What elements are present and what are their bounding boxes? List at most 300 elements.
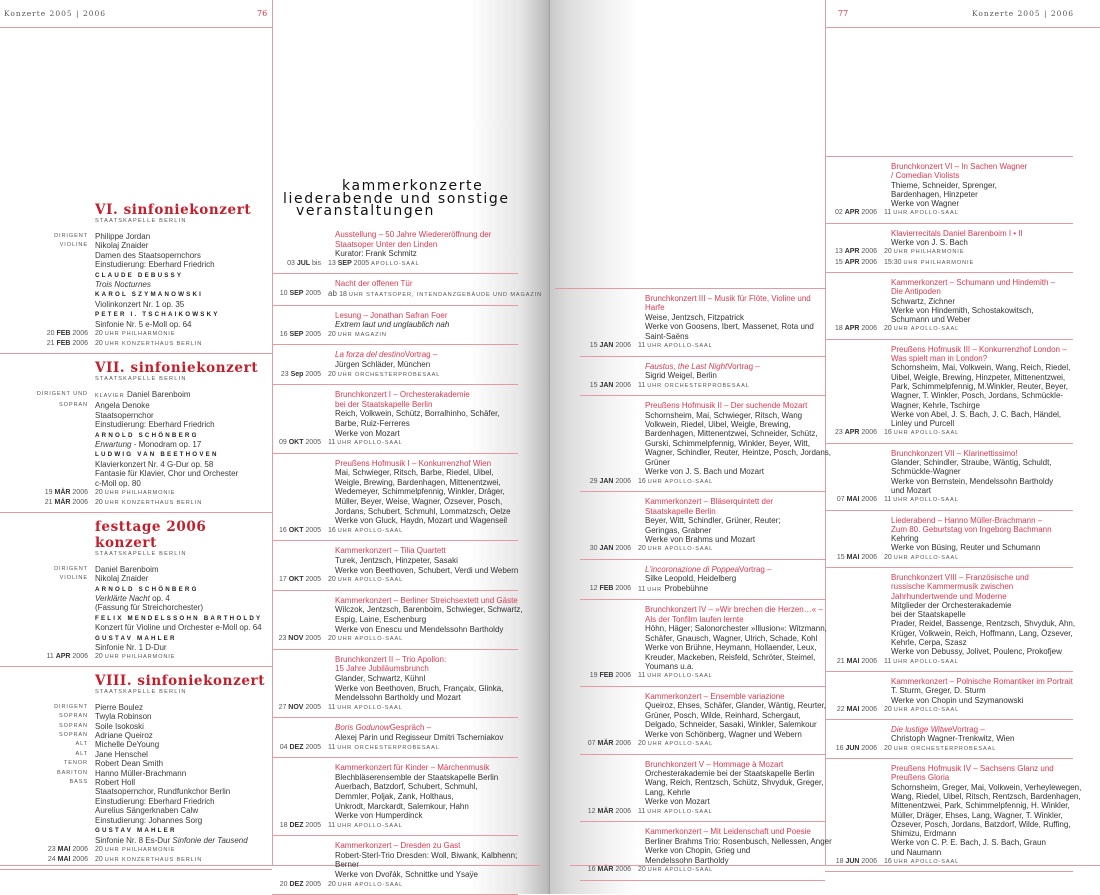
event-title xyxy=(825,764,1073,773)
time-venue xyxy=(638,584,825,595)
text: Brunchkonzert V – Hommage à Mozart xyxy=(645,759,784,769)
title-text xyxy=(335,390,518,400)
event-line xyxy=(825,619,1076,629)
date-month: APR xyxy=(844,429,860,437)
program-row xyxy=(27,574,272,583)
title-text xyxy=(645,615,825,624)
text: Werke von Humperdinck xyxy=(335,811,423,821)
time: 11 xyxy=(638,672,648,680)
event-entry xyxy=(272,454,518,542)
line-text xyxy=(335,478,518,488)
date-day: 21 xyxy=(44,499,55,507)
text: Werke von Mozart xyxy=(335,428,400,438)
text: Wagner, T. Winkler, Posch, Jordans, Schmückle- xyxy=(891,391,1064,401)
time: 16 xyxy=(884,858,894,865)
date xyxy=(825,705,884,715)
spacer xyxy=(580,362,645,371)
time-unit: UHR xyxy=(104,489,123,496)
venue: ORCHESTERPROBESAAL xyxy=(664,382,750,389)
text: Harfe xyxy=(645,303,665,313)
time: 20 xyxy=(95,330,105,338)
event-title xyxy=(272,400,518,410)
time: 13 xyxy=(328,259,338,267)
program-row xyxy=(27,643,272,652)
venue: APOLLO-SAAL xyxy=(664,808,713,815)
text: Wagner, Schindler, Reuter, Heintze, Posch, Jordans, xyxy=(645,448,832,458)
date xyxy=(825,857,884,867)
text: Kehring xyxy=(891,534,919,544)
role-label xyxy=(27,836,95,845)
date-year: 2005 xyxy=(303,370,321,378)
event-line xyxy=(825,811,1073,820)
date xyxy=(825,553,884,563)
date-year: 2006 xyxy=(70,340,88,348)
date-month: MAI xyxy=(57,845,71,853)
text: Werke von Chopin und Szymanowski xyxy=(891,695,1024,705)
event-entry xyxy=(272,718,518,758)
italic-text: Faustus, the Last Night xyxy=(645,361,728,371)
text: Unkrodt, Marckardt, Salemkour, Hahn xyxy=(335,801,469,811)
time-venue xyxy=(884,744,1073,754)
text: Sinfonie Nr. 1 D-Dur xyxy=(95,643,167,652)
event-line xyxy=(825,629,1073,638)
line-text xyxy=(891,647,1073,656)
event-line xyxy=(580,846,825,855)
role-label xyxy=(27,260,95,269)
composer-name: ARNOLD SCHÖNBERG xyxy=(95,431,199,439)
venue: APOLLO-SAAL xyxy=(664,546,714,553)
italic-text: Trois Nocturnes xyxy=(95,280,151,290)
event-title xyxy=(825,162,1073,171)
line-text xyxy=(891,543,1073,552)
text: Staatsoper Unter den Linden xyxy=(335,239,438,249)
spacer xyxy=(272,664,335,674)
time-unit: UHR xyxy=(647,808,665,815)
venue: ORCHESTERPROBESAAL xyxy=(354,744,440,751)
role-label: BASS xyxy=(69,779,88,786)
date xyxy=(272,743,328,754)
text: Turek, Jentzsch, Hinzpeter, Sasaki xyxy=(335,556,458,566)
text: Klavierkonzert Nr. 4 G-Dur op. 58 xyxy=(95,459,214,469)
line-text xyxy=(891,820,1073,829)
venue: MAGAZIN xyxy=(355,331,387,338)
event-line xyxy=(272,792,518,802)
role-label: VIOLINE xyxy=(59,575,88,582)
time: 20 xyxy=(328,370,338,378)
title-text xyxy=(645,303,825,312)
spacer xyxy=(272,684,335,694)
date-month: MÄR xyxy=(54,488,71,496)
title-text xyxy=(645,401,825,410)
text: Vortrag – xyxy=(952,725,985,735)
role-label xyxy=(27,603,95,612)
spacer xyxy=(825,345,891,354)
spacer xyxy=(272,693,335,703)
text: Kammerkonzert – Polnische Romantiker im Portrait xyxy=(891,676,1073,686)
text: 15 Jahre Jubiläumsbrunch xyxy=(335,664,429,674)
title-text xyxy=(891,278,1073,287)
spacer xyxy=(825,838,891,847)
line-text xyxy=(335,516,518,526)
date-day: 16 xyxy=(835,744,846,752)
date-year: 2005 xyxy=(303,526,321,534)
time-venue xyxy=(884,258,1073,268)
date-day: 23 xyxy=(278,635,289,643)
date-day: 16 xyxy=(279,330,290,338)
role-label xyxy=(27,479,95,488)
spacer xyxy=(272,546,335,556)
event-title xyxy=(825,287,1073,296)
event-title xyxy=(825,592,1073,601)
program-row xyxy=(27,731,272,740)
time-unit: UHR xyxy=(893,210,911,217)
date-year: 2006 xyxy=(859,496,877,504)
line-text xyxy=(645,846,825,855)
spacer xyxy=(580,856,645,865)
line-text xyxy=(645,797,825,806)
spacer xyxy=(825,410,891,419)
orchestra-name: STAATSKAPELLE BERLIN xyxy=(95,218,187,224)
event-line xyxy=(825,297,1073,306)
spacer xyxy=(272,279,335,289)
row-text xyxy=(95,633,272,643)
time-venue xyxy=(328,703,518,714)
date-day: 15 xyxy=(589,342,600,350)
spacer xyxy=(825,297,891,306)
venue: APOLLO-SAAL xyxy=(354,704,403,711)
row-text xyxy=(95,623,272,632)
event-line xyxy=(272,419,518,429)
time: 20 xyxy=(328,635,338,643)
role-label: KLAVIER xyxy=(95,392,127,399)
line-text xyxy=(645,653,825,662)
program-row xyxy=(27,594,272,603)
spacer xyxy=(580,565,645,574)
time-venue xyxy=(884,208,1073,218)
time: 11 xyxy=(328,439,338,447)
line-text xyxy=(645,467,825,476)
date-row xyxy=(825,324,1073,334)
program-row xyxy=(27,797,272,806)
text: Gurski, Schimmelpfennig, Winkler, Beyer, Witt, xyxy=(645,438,810,448)
date-month: OKT xyxy=(288,576,304,584)
text: Schäfer, Gnausch, Wagner, Ulrich, Schade, Kohl xyxy=(645,633,818,643)
line-text xyxy=(891,610,1073,619)
event-line xyxy=(272,684,518,694)
role-label: ALT xyxy=(75,750,88,757)
text: Schumann und Weber xyxy=(891,315,971,325)
date-year: 2006 xyxy=(70,488,88,496)
venue: APOLLO-SAAL xyxy=(910,706,960,713)
event-line xyxy=(580,856,825,865)
line-text xyxy=(645,574,825,583)
program-row xyxy=(27,750,272,759)
time-venue xyxy=(328,743,518,754)
date xyxy=(825,495,884,505)
row-text xyxy=(95,232,272,241)
text: Kreuder, Mackeben, Reisfeld, Schröter, Steimel, xyxy=(645,652,816,662)
date-month: APR xyxy=(844,325,860,333)
program-row xyxy=(27,703,272,712)
date-row xyxy=(272,634,518,645)
spacer xyxy=(272,596,335,606)
event-title xyxy=(580,605,825,614)
date-row xyxy=(272,880,518,891)
line-text xyxy=(891,190,1073,199)
spacer xyxy=(580,401,645,410)
spacer xyxy=(580,574,645,583)
date-day: 18 xyxy=(834,325,845,333)
composer-name: CLAUDE DEBUSSY xyxy=(95,271,184,279)
text: Staatsopernchor xyxy=(95,410,154,420)
spacer xyxy=(825,486,891,495)
role-label: BARITON xyxy=(56,769,88,776)
spacer xyxy=(825,315,891,324)
row-text xyxy=(95,613,272,623)
program-row xyxy=(27,479,272,488)
time-unit: UHR xyxy=(893,326,911,333)
date-month: DEZ xyxy=(289,743,304,751)
event-line xyxy=(272,733,518,743)
text: Twyla Robinson xyxy=(95,712,152,722)
event-title xyxy=(825,725,1073,734)
venue: APOLLO-SAAL xyxy=(664,867,714,874)
time: 11 xyxy=(884,209,894,217)
text: Vortrag – xyxy=(739,564,772,574)
event-line xyxy=(580,458,825,467)
row-text xyxy=(95,320,272,329)
spacer xyxy=(825,171,891,180)
date-year: 2005 xyxy=(303,703,321,711)
event-line xyxy=(825,647,1073,656)
row-text xyxy=(95,420,272,429)
role-label: DIRIGENT xyxy=(54,703,88,710)
time-venue xyxy=(95,498,272,508)
text: Robert Dean Smith xyxy=(95,759,164,769)
date-year: 2005 xyxy=(303,330,321,338)
date-row xyxy=(580,341,825,351)
line-text xyxy=(891,297,1073,306)
event-line xyxy=(272,468,518,478)
event-title xyxy=(825,229,1073,238)
date-year: 2006 xyxy=(613,477,631,485)
spacer xyxy=(580,497,645,506)
time: 18 xyxy=(339,290,349,298)
text: Sinfonie Nr. 8 Es-Dur xyxy=(95,835,173,845)
text: Werke von Abel, J. S. Bach, J. C. Bach, Händel, xyxy=(891,409,1062,419)
date-day: 03 xyxy=(287,259,297,267)
text: Delgado, Schneider, Sasaki, Winkler, Salemkour xyxy=(645,720,817,730)
date-month: MÄR xyxy=(597,866,614,874)
event-title xyxy=(272,723,518,733)
date xyxy=(27,652,95,662)
role-label xyxy=(27,584,95,594)
row-text xyxy=(95,722,272,731)
time: 11 xyxy=(328,821,338,829)
date xyxy=(272,259,328,270)
event-line xyxy=(825,382,1073,391)
date-row xyxy=(272,259,518,270)
date-day: 09 xyxy=(278,439,289,447)
event-line xyxy=(825,801,1073,810)
text: Berliner Brahms Trio: Rosenbusch, Nellessen, Anger xyxy=(645,836,832,846)
date-year: 2006 xyxy=(859,429,877,437)
italic-text: Sinfonie der Tausend xyxy=(172,835,248,845)
spacer xyxy=(272,320,335,330)
spacer xyxy=(580,322,645,331)
event-entry xyxy=(580,357,825,396)
title-text xyxy=(645,507,825,516)
spacer xyxy=(580,516,645,525)
date-month: OKT xyxy=(288,526,304,534)
spacer xyxy=(580,711,645,720)
spacer xyxy=(580,371,645,380)
time-venue xyxy=(95,488,272,498)
line-text xyxy=(645,634,825,643)
date xyxy=(272,575,328,586)
text: Nacht der offenen Tür xyxy=(335,279,413,289)
italic-text: L'incoronazione di Poppea xyxy=(645,564,740,574)
date-year: 2006 xyxy=(613,672,631,680)
date-row xyxy=(272,575,518,586)
date-year: 2006 xyxy=(859,209,877,217)
event-entry xyxy=(825,340,1073,444)
line-text xyxy=(335,419,518,429)
spacer xyxy=(272,615,335,625)
event-line xyxy=(825,467,1073,476)
spacer xyxy=(272,870,335,880)
text: Bardenhagen, Hinzpeter xyxy=(891,189,978,199)
venue: APOLLO-SAAL xyxy=(910,554,960,561)
text: Preußens Hofmusik I – Konkurrenzhof Wien xyxy=(335,458,492,468)
event-line xyxy=(825,306,1073,315)
date-month: FEB xyxy=(56,340,71,348)
venue: APOLLO-SAAL xyxy=(354,822,403,829)
concert-title: VIII. sinfoniekonzert xyxy=(95,672,266,689)
concert-header xyxy=(27,360,272,382)
event-title xyxy=(825,573,1073,582)
date-year: 2006 xyxy=(70,330,88,338)
date-row xyxy=(580,381,825,391)
row-text xyxy=(95,703,272,712)
event-title xyxy=(825,677,1073,686)
date-month: SEP xyxy=(289,289,304,297)
event-line xyxy=(580,711,825,720)
role-label xyxy=(27,251,95,260)
row-text xyxy=(95,816,272,825)
line-text xyxy=(891,829,1073,838)
text: Glander, Schwartz, Kühnl xyxy=(335,673,426,683)
program-row xyxy=(27,740,272,749)
row-text xyxy=(95,574,272,583)
text: Was spielt man in London? xyxy=(891,354,988,364)
date-month: JUN xyxy=(845,858,860,865)
text: Einstudierung: Eberhard Friedrich xyxy=(95,260,215,270)
spacer xyxy=(825,601,891,610)
event-line xyxy=(580,332,825,341)
event-line xyxy=(580,467,825,476)
text: Brunchkonzert IV – »Wir brechen die Herzen…« – xyxy=(645,605,823,615)
spacer xyxy=(825,764,891,773)
role-label: SOPRAN xyxy=(58,402,88,409)
spacer xyxy=(580,624,645,633)
text: Kammerkonzert – Tilia Quartett xyxy=(335,546,446,556)
program-row xyxy=(27,759,272,768)
line-text xyxy=(335,674,518,684)
title-text xyxy=(335,400,518,410)
event-line xyxy=(825,373,1073,382)
date-day: 21 xyxy=(836,657,847,665)
text: Brunchkonzert II – Trio Apollon: xyxy=(335,654,447,664)
text: Als der Tonfilm laufen lernte xyxy=(645,614,744,624)
event-entry xyxy=(272,541,518,590)
time: 11 xyxy=(884,496,894,504)
line-text xyxy=(891,410,1073,419)
text: Kammerkonzert – Bläserquintett der xyxy=(645,497,774,507)
spacer xyxy=(272,625,335,635)
spacer xyxy=(825,582,891,591)
title-text xyxy=(891,725,1073,734)
time-unit: UHR xyxy=(893,430,911,437)
date-day: 10 xyxy=(279,289,290,297)
concert-block xyxy=(0,354,272,513)
time-unit: UHR xyxy=(647,343,665,350)
date xyxy=(272,330,328,341)
role-label xyxy=(27,469,95,478)
date-row xyxy=(272,821,518,832)
spacer xyxy=(580,837,645,846)
title-text xyxy=(645,497,825,506)
text: Einstudierung: Johannes Sorg xyxy=(95,815,203,825)
line-text xyxy=(645,856,825,865)
events-column-1 xyxy=(272,225,543,895)
spacer xyxy=(825,848,891,857)
date-row xyxy=(825,553,1073,563)
text: Schwartz, Zichner xyxy=(891,296,956,306)
spacer xyxy=(580,730,645,739)
date-year: 2006 xyxy=(859,248,877,256)
event-line xyxy=(825,838,1073,847)
text: Sinfonie Nr. 5 e-Moll op. 64 xyxy=(95,319,192,329)
title-text xyxy=(891,516,1073,525)
line-text xyxy=(335,773,518,783)
program-row xyxy=(27,300,272,309)
time-venue xyxy=(328,880,518,891)
spacer xyxy=(580,411,645,420)
role-label xyxy=(27,623,95,632)
time-unit: UHR xyxy=(337,331,356,338)
time-venue xyxy=(328,259,518,270)
title-text xyxy=(891,449,1073,458)
date-row xyxy=(580,807,825,817)
date xyxy=(580,544,638,554)
time: 16 xyxy=(884,429,894,437)
program-row xyxy=(27,565,272,574)
time-venue xyxy=(328,438,518,449)
spacer xyxy=(580,332,645,341)
event-entry xyxy=(825,157,1073,224)
event-line xyxy=(825,315,1073,324)
time-venue xyxy=(884,324,1073,334)
text: Reich, Volkwein, Schütz, Borralhinho, Schäfer, xyxy=(335,409,500,419)
line-text xyxy=(645,516,825,525)
date-row xyxy=(272,703,518,714)
row-text xyxy=(95,787,272,796)
row-text xyxy=(95,584,272,594)
time-unit: UHR xyxy=(647,741,665,748)
program-row xyxy=(27,440,272,449)
event-line xyxy=(272,507,518,517)
